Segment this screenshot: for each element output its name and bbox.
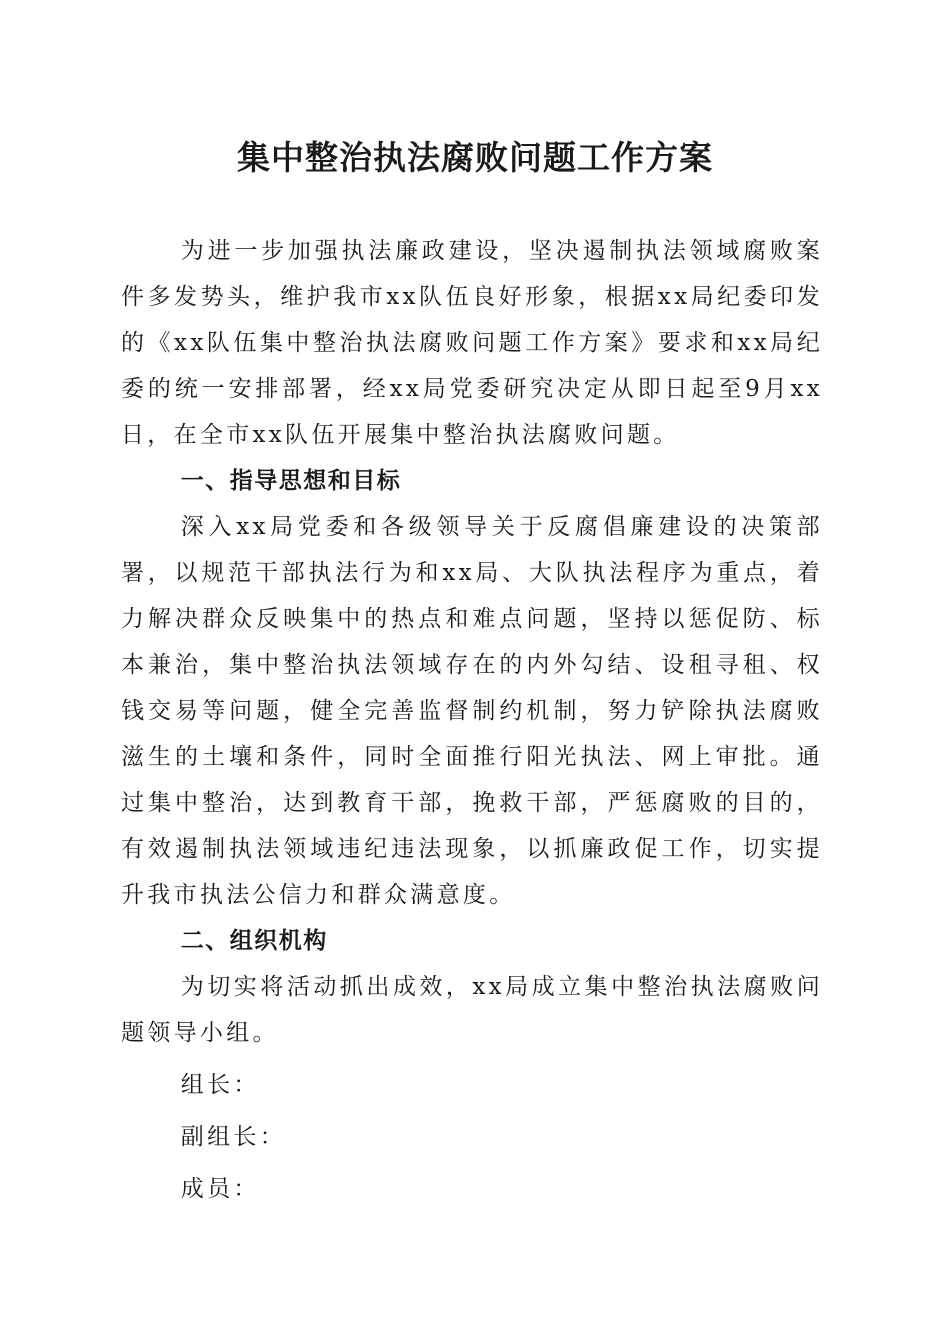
section-heading-guiding-principles: 一、指导思想和目标 [180,468,402,494]
leader-line: 组长： [180,1072,260,1098]
organization-paragraph: 为切实将活动抓出成效，xx局成立集中整治执法腐败问题领导小组。 [121,974,823,1046]
members-line: 成员： [180,1176,260,1202]
document-title: 集中整治执法腐败问题工作方案 [237,138,713,177]
document-body [121,228,823,1212]
guiding-principles-paragraph: 深入xx局党委和各级领导关于反腐倡廉建设的决策部署，以规范干部执法行为和xx局、大队执法程序为重点，着力解决群众反映集中的热点和难点问题，坚持以惩促防、标本兼治，集中整治执法领域存在的内外勾结、设租寻租、权钱交易等问题，健全完善监督制约机制，努力铲除执法腐败滋生的土壤和条件，同时全面推行阳光执法、网上审批。通过集中整治，达到教育干部，挽救干部，严惩腐败的目的，有效遏制执法领域违纪违法现象，以抓廉政促工作，切实提升我市执法公信力和群众满意度。 [121,514,823,908]
intro-paragraph: 为进一步加强执法廉政建设，坚决遏制执法领域腐败案件多发势头，维护我市xx队伍良好形象，根据xx局纪委印发的《xx队伍集中整治执法腐败问题工作方案》要求和xx局纪委的统一安排部署，经xx局党委研究决定从即日起至9月xx日，在全市xx队伍开展集中整治执法腐败问题。 [121,238,823,448]
section-heading-organization: 二、组织机构 [180,928,328,954]
deputy-leader-line: 副组长： [180,1124,286,1150]
